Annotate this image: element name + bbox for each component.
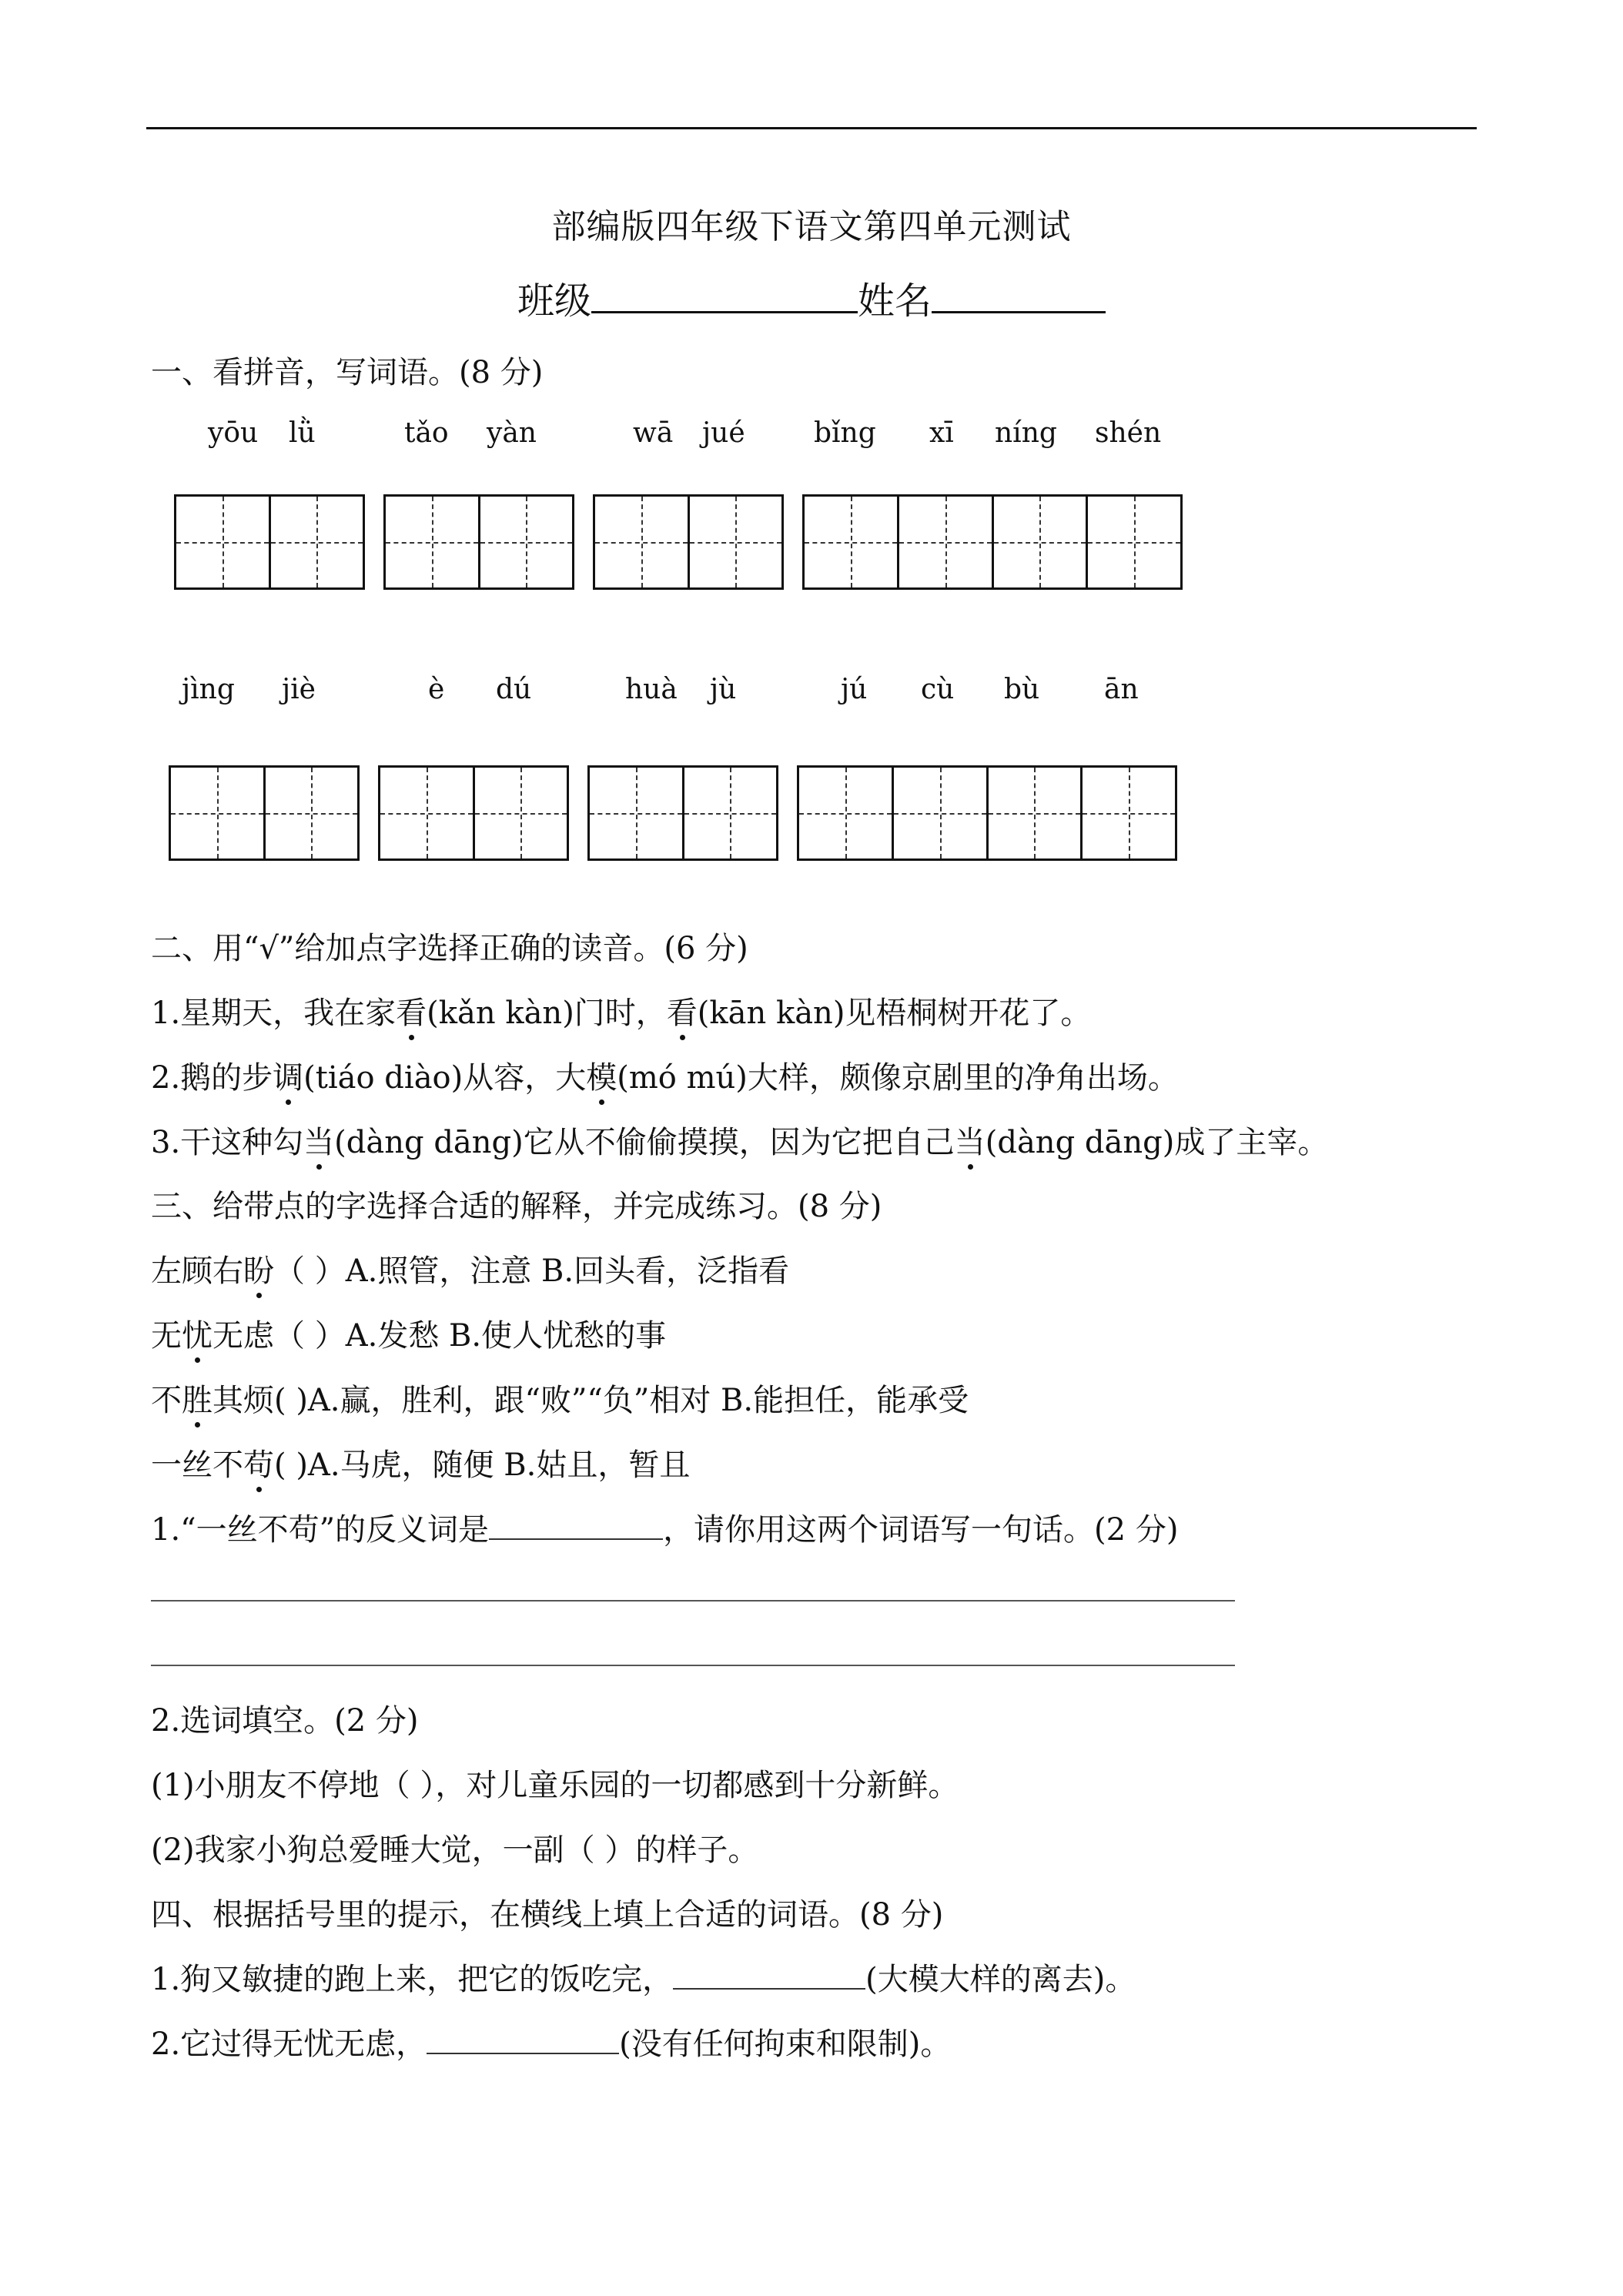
dotted-char: 当 xyxy=(303,1118,334,1162)
dotted-char: 看 xyxy=(667,989,698,1033)
question-line: 1.狗又敏捷的跑上来，把它的饭吃完， (大模大样的离去)。 xyxy=(151,1962,1136,1997)
question-line: 2.鹅的步调(tiáo diào)从容，大模(mó mú)大样，颇像京剧里的净角出场。 xyxy=(151,1053,1179,1097)
pinyin: dú xyxy=(496,674,532,705)
pinyin: cù xyxy=(921,674,955,705)
pinyin: tǎo xyxy=(404,417,449,449)
writing-grid[interactable] xyxy=(383,494,574,590)
dotted-char: 胜 xyxy=(182,1376,212,1420)
question-line: 1.星期天，我在家看(kǎn kàn)门时，看(kān kàn)见梧桐树开花了。 xyxy=(151,989,1091,1033)
pinyin: xī xyxy=(929,417,954,449)
writing-grid[interactable] xyxy=(169,765,360,861)
class-label: 班级 xyxy=(517,279,591,323)
writing-grid[interactable] xyxy=(174,494,365,590)
question-line: 无忧无虑（ ）A.发愁 B.使人忧愁的事 xyxy=(151,1311,666,1355)
pinyin: níng xyxy=(995,417,1057,449)
pinyin: è xyxy=(428,674,445,705)
dotted-char: 盼 xyxy=(243,1247,274,1290)
question-line: 2.选词填空。(2 分) xyxy=(151,1703,419,1739)
question-line: (1)小朋友不停地（ ），对儿童乐园的一切都感到十分新鲜。 xyxy=(151,1768,959,1803)
writing-grid[interactable] xyxy=(593,494,784,590)
answer-line[interactable] xyxy=(151,1600,1235,1602)
page-title: 部编版四年级下语文第四单元测试 xyxy=(551,207,1072,246)
pinyin: huà xyxy=(625,674,678,705)
answer-line[interactable] xyxy=(151,1665,1235,1666)
dotted-char: 苟 xyxy=(243,1441,274,1484)
dotted-char: 忧 xyxy=(182,1311,212,1355)
dotted-char: 调 xyxy=(273,1053,303,1097)
dotted-char: 看 xyxy=(396,989,427,1033)
answer-blank[interactable] xyxy=(673,1960,865,1990)
question-line: 一丝不苟( )A.马虎，随便 B.姑且，暂且 xyxy=(151,1441,690,1484)
pinyin: jìng xyxy=(182,674,235,705)
section-2-heading: 二、用“√”给加点字选择正确的读音。(6 分) xyxy=(151,931,748,966)
top-rule xyxy=(146,127,1477,129)
section-3-heading: 三、给带点的字选择合适的解释，并完成练习。(8 分) xyxy=(151,1189,882,1224)
writing-grid[interactable] xyxy=(587,765,778,861)
pinyin: wā xyxy=(633,417,674,449)
pinyin: jiè xyxy=(282,674,316,705)
pinyin: bù xyxy=(1004,674,1040,705)
pinyin: ān xyxy=(1104,674,1139,705)
name-input[interactable] xyxy=(932,277,1106,313)
pinyin: jué xyxy=(702,417,745,449)
question-line: 2.它过得无忧无虑， (没有任何拘束和限制)。 xyxy=(151,2027,952,2062)
writing-grid[interactable] xyxy=(802,494,1183,590)
pinyin: jú xyxy=(841,674,868,705)
writing-grid[interactable] xyxy=(378,765,569,861)
answer-blank[interactable] xyxy=(427,2025,619,2054)
pinyin: shén xyxy=(1095,417,1162,449)
class-input[interactable] xyxy=(591,277,858,313)
writing-grid[interactable] xyxy=(797,765,1177,861)
dotted-char: 当 xyxy=(955,1118,986,1162)
pinyin: lǜ xyxy=(289,417,316,449)
question-line: 不胜其烦( )A.赢，胜利，跟“败”“负”相对 B.能担任，能承受 xyxy=(151,1376,969,1420)
section-1-heading: 一、看拼音，写词语。(8 分) xyxy=(151,355,544,390)
pinyin: bǐng xyxy=(814,417,876,449)
question-line: (2)我家小狗总爱睡大觉，一副（ ）的样子。 xyxy=(151,1832,759,1868)
answer-blank[interactable] xyxy=(489,1511,663,1540)
question-line: 左顾右盼（ ）A.照管，注意 B.回头看，泛指看 xyxy=(151,1247,789,1290)
question-line: 1.“一丝不苟”的反义词是 ，请你用这两个词语写一句话。(2 分) xyxy=(151,1512,1179,1548)
name-label: 姓名 xyxy=(858,279,932,323)
pinyin: yàn xyxy=(487,417,537,449)
question-line: 3.干这种勾当(dàng dāng)它从不偷偷摸摸，因为它把自己当(dàng dāng)成了主宰。 xyxy=(151,1118,1328,1162)
pinyin: yōu xyxy=(208,417,259,449)
section-4-heading: 四、根据括号里的提示，在横线上填上合适的词语。(8 分) xyxy=(151,1897,944,1933)
class-name-line xyxy=(0,271,1623,324)
dotted-char: 模 xyxy=(586,1053,617,1097)
pinyin: jù xyxy=(710,674,737,705)
